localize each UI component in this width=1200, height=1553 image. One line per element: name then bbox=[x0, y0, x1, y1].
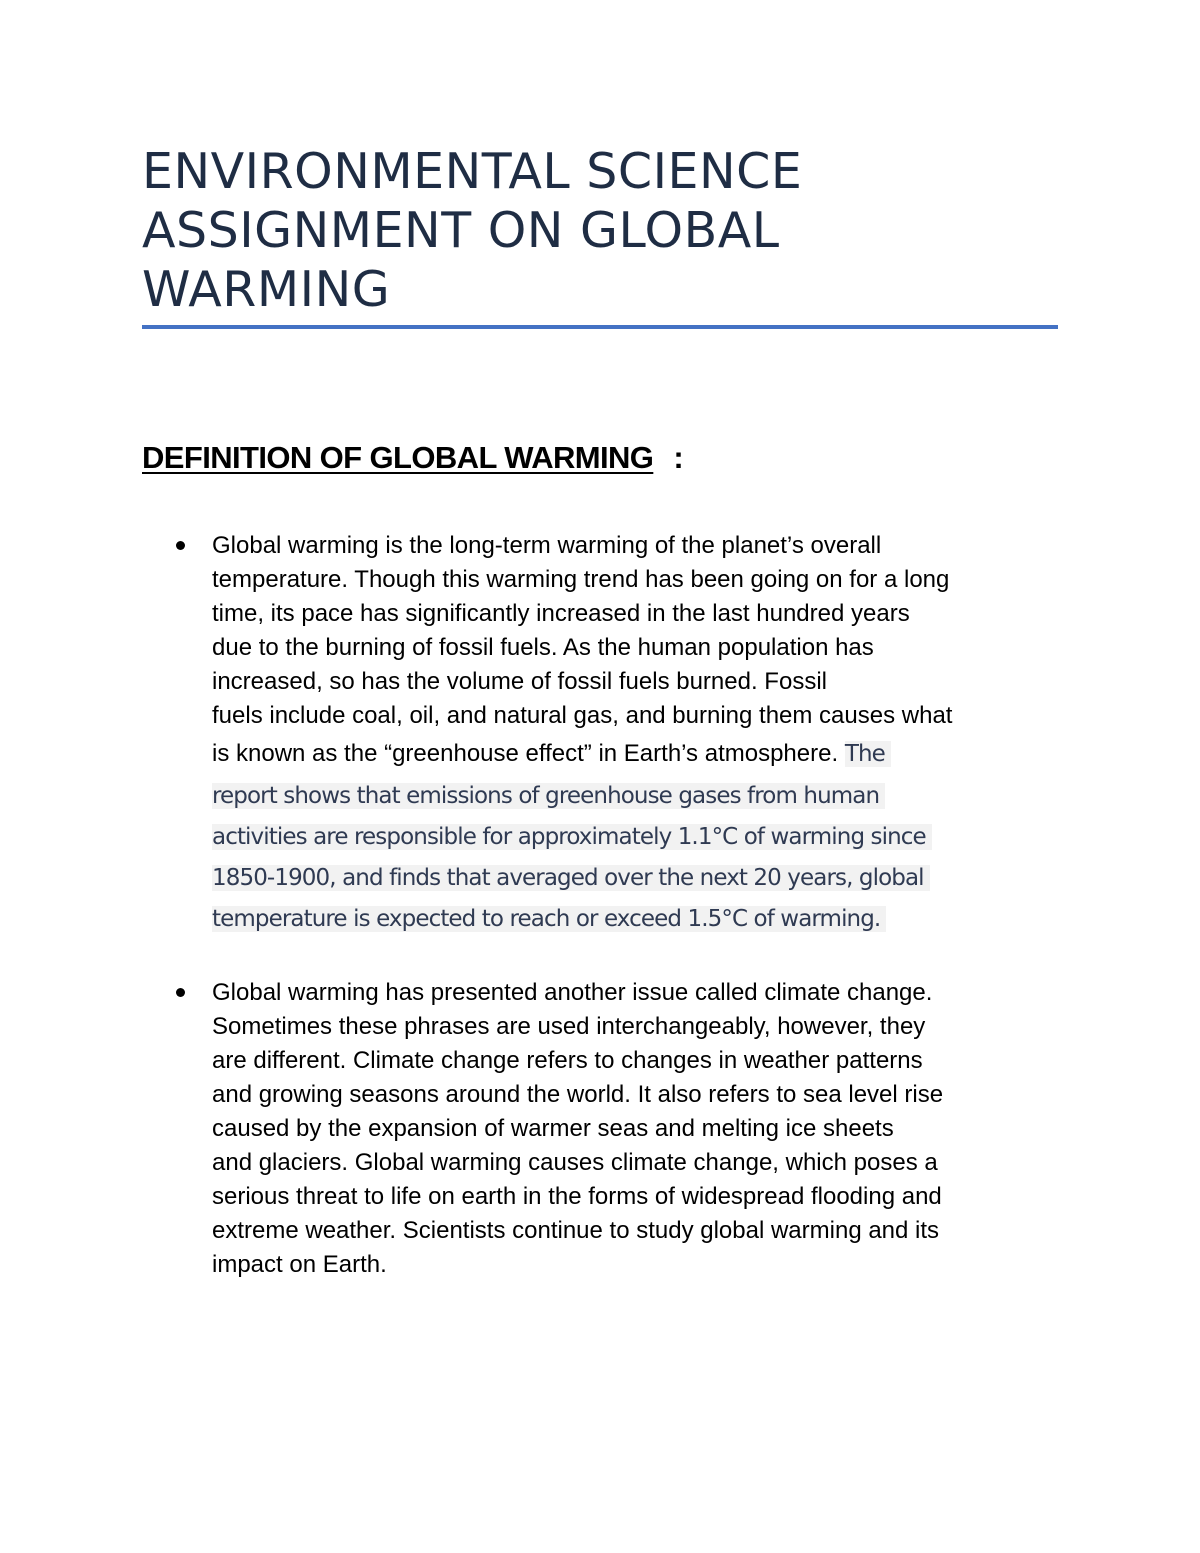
highlighted-text: 1850-1900, and finds that averaged over the next 20 years, global bbox=[212, 865, 930, 891]
paragraph-line: Global warming is the long-term warming of the planet’s overall bbox=[212, 532, 882, 559]
paragraph-line: increased, so has the volume of fossil fuels burned. Fossil bbox=[212, 668, 827, 695]
highlighted-line bbox=[212, 775, 1082, 816]
title-underline-rule bbox=[142, 325, 1058, 329]
title-line-3: WARMING bbox=[142, 261, 391, 318]
highlighted-text: activities are responsible for approximately 1.1°C of warming since bbox=[212, 824, 932, 850]
paragraph-line: serious threat to life on earth in the forms of widespread flooding and bbox=[212, 1183, 942, 1210]
paragraph-line: due to the burning of fossil fuels. As the human population has bbox=[212, 634, 874, 661]
bullet-dot-icon bbox=[176, 541, 185, 550]
title-line-1: ENVIRONMENTAL SCIENCE bbox=[142, 143, 803, 200]
highlighted-line bbox=[212, 857, 1082, 898]
paragraph-line: are different. Climate change refers to changes in weather patterns bbox=[212, 1047, 923, 1074]
bullet-paragraph-2 bbox=[212, 976, 1082, 1282]
highlighted-text: temperature is expected to reach or exceed 1.5°C of warming. bbox=[212, 906, 886, 932]
highlighted-line bbox=[212, 898, 1082, 939]
paragraph-mixed-line bbox=[212, 733, 1082, 775]
paragraph-line: impact on Earth. bbox=[212, 1251, 387, 1278]
paragraph-line: fuels include coal, oil, and natural gas, and burning them causes what bbox=[212, 702, 953, 729]
paragraph-line: temperature. Though this warming trend has been going on for a long bbox=[212, 566, 950, 593]
paragraph-plain-text: is known as the “greenhouse effect” in Earth’s atmosphere. bbox=[212, 740, 845, 767]
highlighted-text: The bbox=[845, 741, 891, 767]
section-heading bbox=[142, 438, 683, 478]
document-title bbox=[142, 142, 1042, 319]
highlighted-text: report shows that emissions of greenhouse gases from human bbox=[212, 783, 885, 809]
bullet-paragraph-1 bbox=[212, 529, 1082, 939]
paragraph-line: Sometimes these phrases are used interchangeably, however, they bbox=[212, 1013, 926, 1040]
paragraph-line: caused by the expansion of warmer seas and melting ice sheets bbox=[212, 1115, 894, 1142]
section-heading-colon: : bbox=[673, 440, 684, 475]
highlighted-line bbox=[212, 816, 1082, 857]
paragraph-line: and growing seasons around the world. It also refers to sea level rise bbox=[212, 1081, 944, 1108]
section-heading-text: DEFINITION OF GLOBAL WARMING bbox=[142, 440, 654, 475]
paragraph-line: Global warming has presented another issue called climate change. bbox=[212, 979, 933, 1006]
title-line-2: ASSIGNMENT ON GLOBAL bbox=[142, 202, 780, 259]
paragraph-line: extreme weather. Scientists continue to study global warming and its bbox=[212, 1217, 940, 1244]
paragraph-line: and glaciers. Global warming causes climate change, which poses a bbox=[212, 1149, 938, 1176]
bullet-dot-icon bbox=[176, 988, 185, 997]
paragraph-line: time, its pace has significantly increased in the last hundred years bbox=[212, 600, 910, 627]
